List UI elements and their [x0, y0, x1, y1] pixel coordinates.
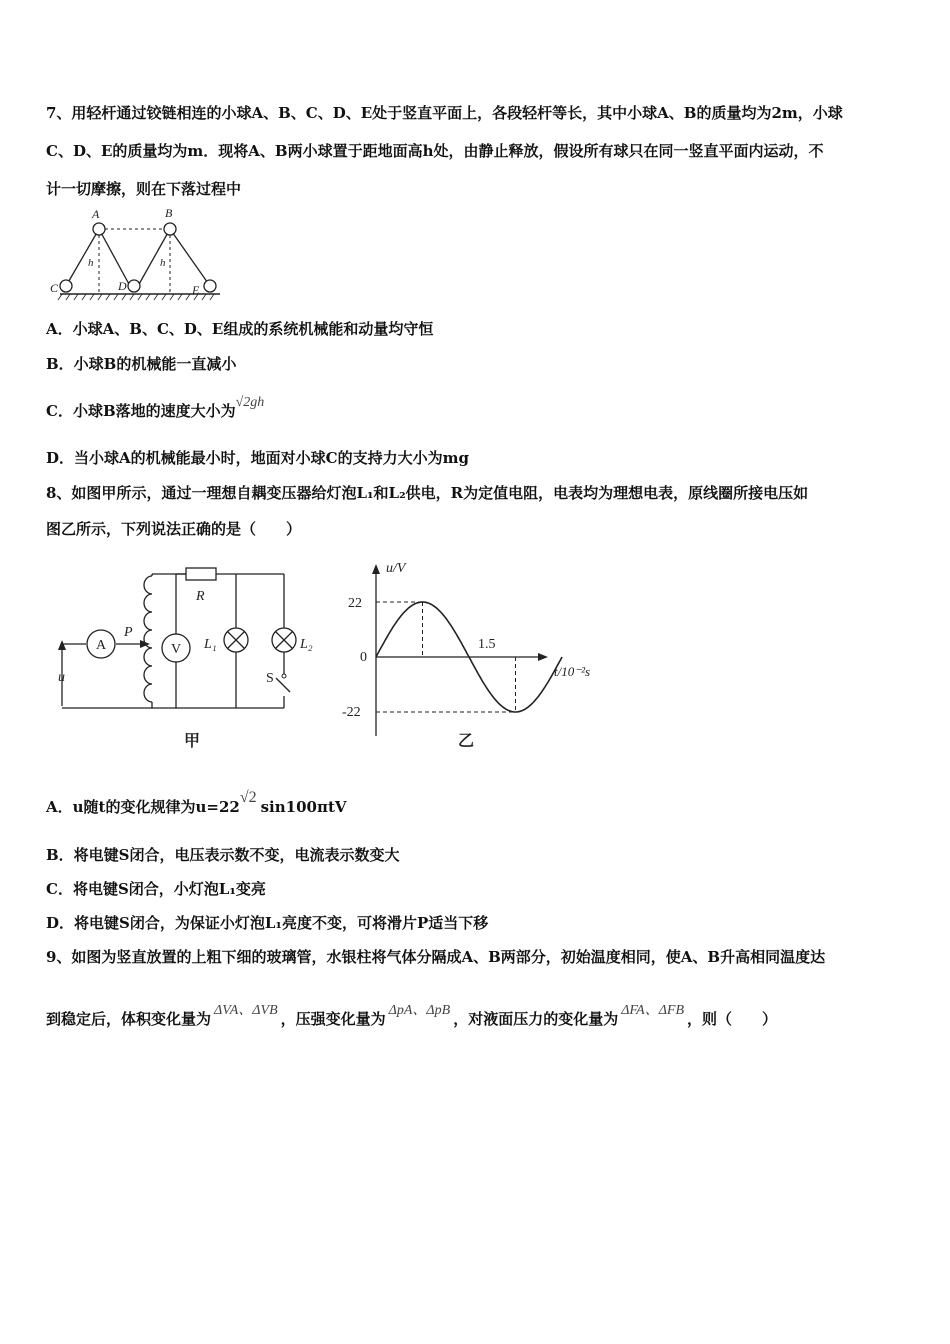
q7-line-2: C、D、E的质量均为m．现将A、B两小球置于距地面高h处，由静止释放，假设所有球只在同一竖直平面内运动，不 [46, 142, 824, 160]
q9-text-a: 到稳定后，体积变化量为 [46, 1010, 212, 1028]
y-tick-0: 0 [360, 650, 367, 665]
ball-c-icon [60, 280, 72, 292]
q9-math-delta-p: ΔpA、ΔpB [388, 1003, 451, 1018]
ball-d-icon [128, 280, 140, 292]
label-h-left: h [88, 257, 94, 269]
resistor-r-label: R [196, 589, 205, 604]
y-axis-arrow-icon [372, 564, 380, 574]
label-e: E [192, 283, 200, 297]
fig-jia-caption: 甲 [184, 733, 201, 750]
lamp-l2-label: L₂ [300, 637, 313, 652]
q7-option-d: D．当小球A的机械能最小时，地面对小球C的支持力大小为mg [46, 449, 469, 467]
label-a: A [92, 207, 100, 221]
q7-option-c-math: √2gh [235, 395, 265, 410]
q8-option-b: B．将电键S闭合，电压表示数不变，电流表示数变大 [46, 846, 400, 864]
q9-text-b: ，压强变化量为 [280, 1010, 386, 1028]
ammeter-label: A [96, 638, 107, 653]
q8-option-a [46, 789, 347, 817]
q8-option-d: D．将电键S闭合，为保证小灯泡L₁亮度不变，可将滑片P适当下移 [46, 914, 489, 932]
q7-option-c [46, 395, 265, 421]
label-b: B [165, 206, 173, 220]
q7-ball-linkage-figure [42, 202, 227, 302]
q8-option-c: C．将电键S闭合，小灯泡L₁变亮 [46, 880, 266, 898]
fig-yi-caption: 乙 [458, 733, 475, 750]
q7-line-3: 计一切摩擦，则在下落过程中 [46, 180, 242, 198]
q8-line-2: 图乙所示，下列说法正确的是（ ） [46, 520, 302, 538]
q8-circuit-figure [44, 556, 334, 756]
q9-text-d: ，则（ ） [687, 1010, 778, 1028]
q9-line-2 [46, 1003, 778, 1029]
q9-math-delta-v: ΔVA、ΔVB [214, 1003, 278, 1018]
x-axis-label: t/10⁻²s [554, 664, 591, 679]
ball-e-icon [204, 280, 216, 292]
q7-option-a: A．小球A、B、C、D、E组成的系统机械能和动量均守恒 [46, 320, 434, 338]
label-c: C [50, 281, 59, 295]
y-axis-label: u/V [386, 561, 406, 576]
q9-text-c: ，对液面压力的变化量为 [453, 1010, 619, 1028]
resistor-r [186, 568, 216, 580]
q8-option-a-pre: A．u随t的变化规律为u=22 [46, 798, 240, 816]
slider-p-label: P [124, 625, 133, 640]
q8-line-1: 8、如图甲所示，通过一理想自耦变压器给灯泡L₁和L₂供电，R为定值电阻，电表均为理想电表，原线圈所接电压如 [46, 484, 809, 502]
q7-option-c-text: C．小球B落地的速度大小为 [46, 402, 236, 420]
q7-line-1: 7、用轻杆通过铰链相连的小球A、B、C、D、E处于竖直平面上，各段轻杆等长，其中小球A、B的质量均为2m，小球 [46, 104, 843, 122]
y-tick-neg22: -22 [342, 705, 361, 720]
q8-option-a-sqrt: √2 [239, 789, 257, 806]
y-tick-22: 22 [348, 596, 362, 611]
q8-voltage-waveform-chart [340, 556, 620, 756]
q9-math-delta-f: ΔFA、ΔFB [621, 1003, 685, 1018]
label-d: D [118, 279, 127, 293]
lamp-l1-label: L₁ [204, 637, 217, 652]
q9-line-1: 9、如图为竖直放置的上粗下细的玻璃管，水银柱将气体分隔成A、B两部分，初始温度相同，使A、B升高相同温度达 [46, 948, 826, 966]
label-h-right: h [160, 257, 166, 269]
switch-contact-icon [282, 674, 286, 678]
switch-s-label: S [266, 671, 274, 686]
voltage-u-label: u [58, 670, 65, 685]
ball-b-icon [164, 223, 176, 235]
x-axis-arrow-icon [538, 653, 548, 661]
ball-a-icon [93, 223, 105, 235]
x-tick-1-5: 1.5 [478, 637, 496, 652]
q7-option-b: B．小球B的机械能一直减小 [46, 355, 237, 373]
q8-option-a-post: sin100πtV [260, 798, 347, 816]
voltmeter-label: V [171, 642, 182, 657]
